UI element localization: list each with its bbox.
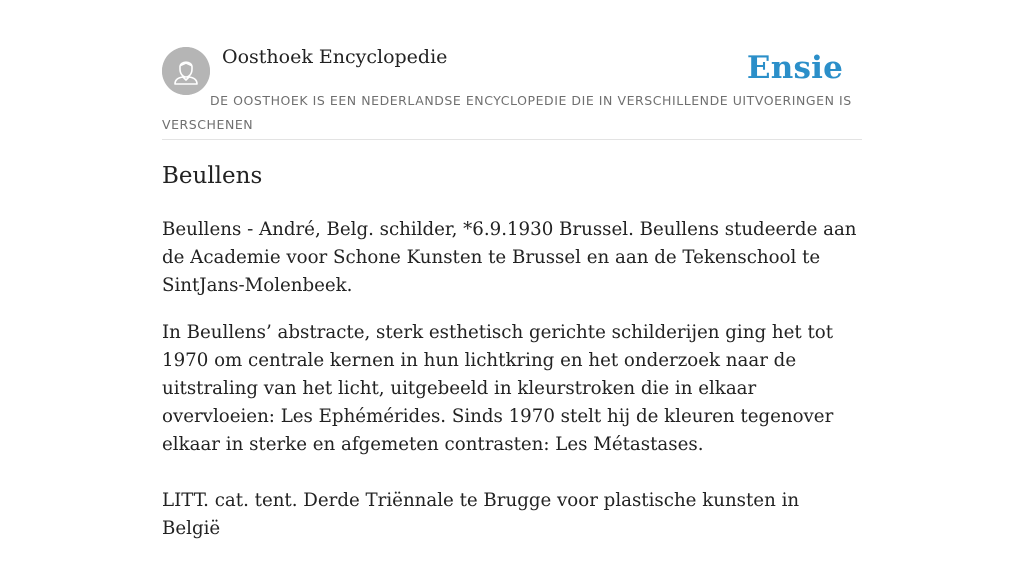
- literature-reference: LITT. cat. tent. Derde Triënnale te Brugge voor plastische kunsten in België: [162, 490, 800, 539]
- site-header: [162, 0, 862, 140]
- article-title: Beullens: [162, 163, 263, 189]
- article-paragraph: In Beullens’ abstracte, sterk esthetisch gerichte schilderijen ging het tot 1970 om centrale kernen in hun lichtkring en het onderzoek naar de uitstraling van het licht, uitgebeeld in kleurstroken die in elkaar overvloeien: Les Ephémérides. Sinds 1970 stelt hij de kleuren tegenover elkaar in sterke en afgemeten contrasten: Les Métastases.: [162, 322, 834, 455]
- site-name[interactable]: Oosthoek Encyclopedie: [222, 46, 448, 68]
- user-avatar-icon[interactable]: [162, 47, 210, 95]
- page: [162, 0, 862, 539]
- site-tagline: DE OOSTHOEK IS EEN NEDERLANDSE ENCYCLOPEDIE DIE IN VERSCHILLENDE UITVOERINGEN IS VERSCHENEN: [162, 93, 852, 132]
- article-body: [162, 216, 862, 562]
- brand-logo[interactable]: Ensie: [746, 50, 843, 86]
- article-paragraph: Beullens - André, Belg. schilder, *6.9.1930 Brussel. Beullens studeerde aan de Academie voor Schone Kunsten te Brussel en aan de Tekenschool te SintJans-Molenbeek.: [162, 219, 857, 296]
